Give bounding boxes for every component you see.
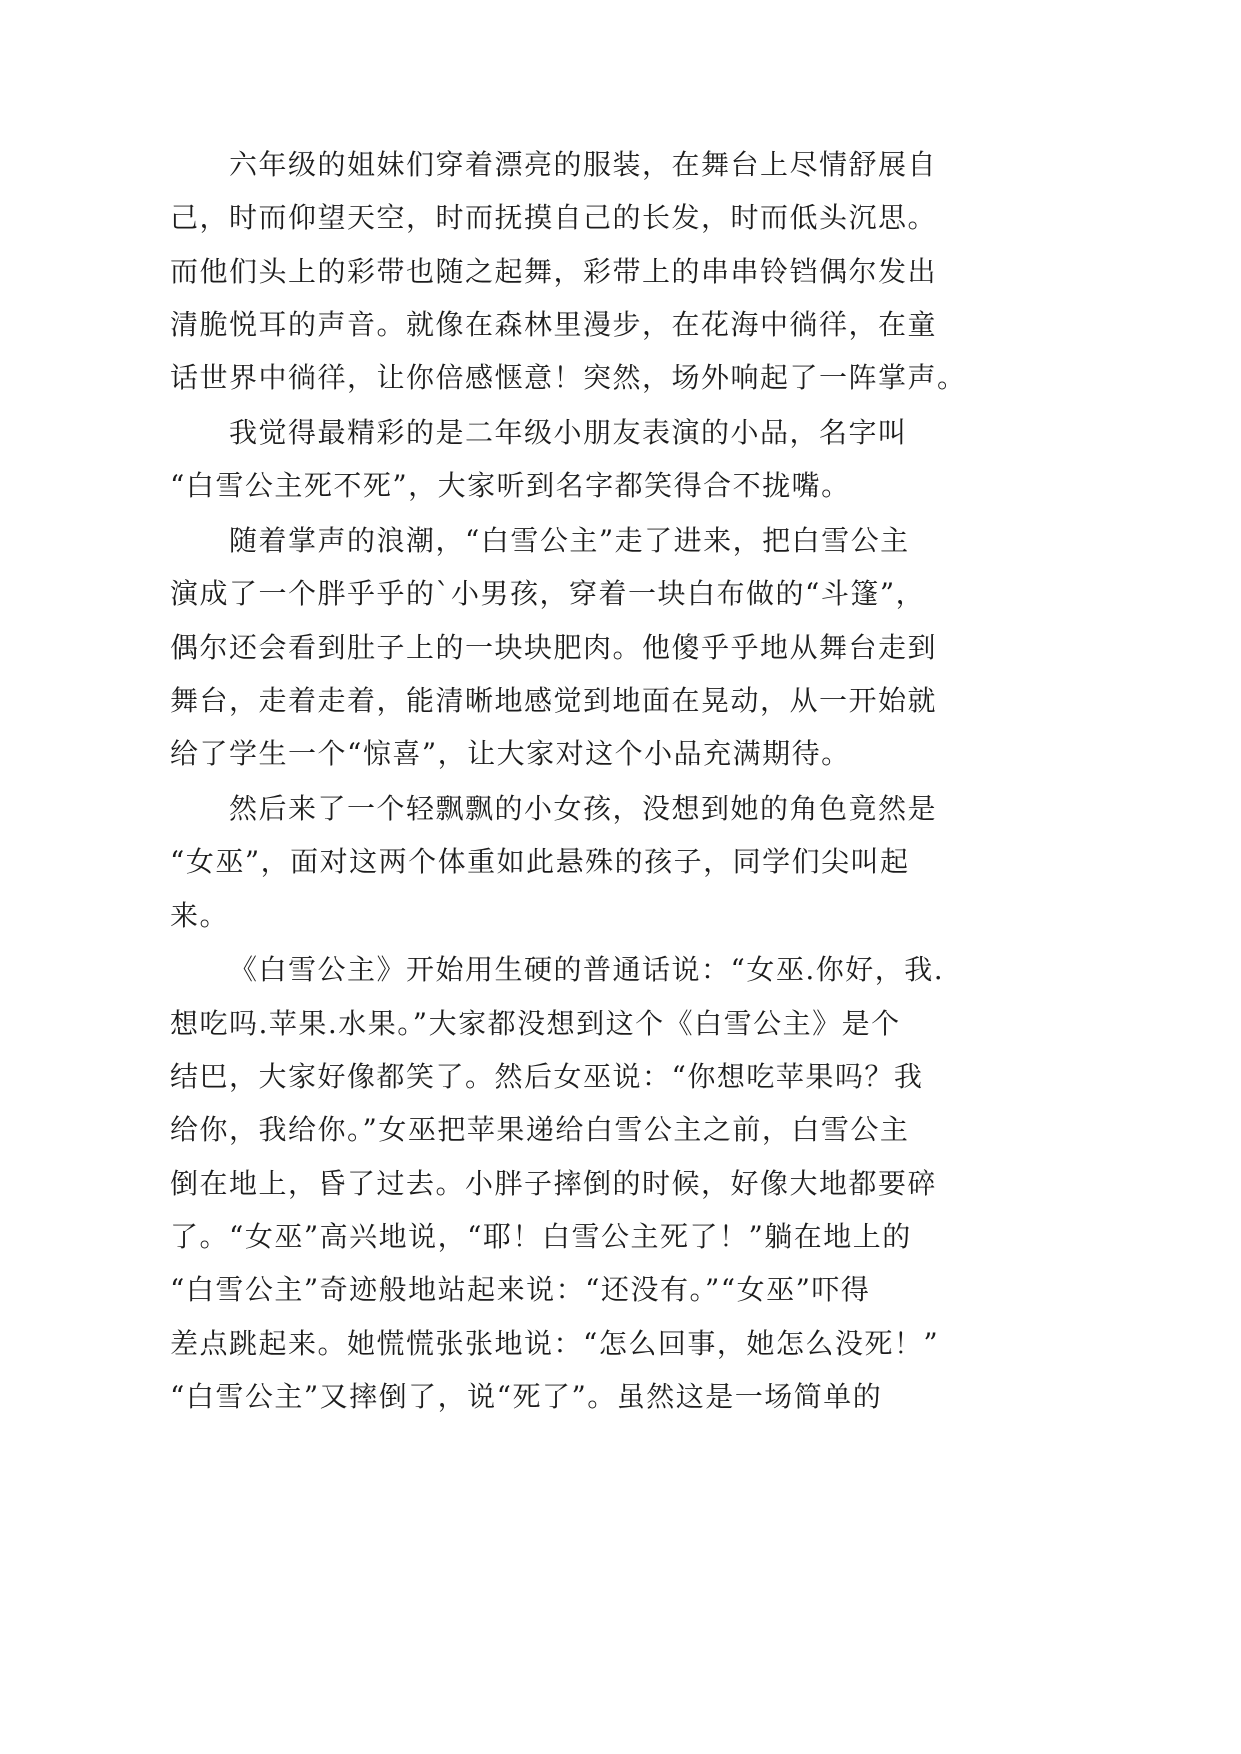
text-line: 演成了一个胖乎乎的`小男孩，穿着一块白布做的“斗篷”，: [170, 577, 926, 611]
paragraph-5: [170, 943, 1070, 1423]
body-text: [170, 138, 1070, 1423]
paragraph-1: [170, 138, 1070, 404]
text-line: 差点跳起来。她慌慌张张地说：“怎么回事，她怎么没死！”: [170, 1326, 940, 1360]
text-line: 而他们头上的彩带也随之起舞，彩带上的串串铃铛偶尔发出: [170, 254, 938, 288]
paragraph-3: [170, 514, 1070, 780]
text-line: 清脆悦耳的声音。就像在森林里漫步，在花海中徜徉，在童: [170, 307, 938, 341]
text-line: 来。: [170, 898, 230, 932]
text-line: 给你，我给你。”女巫把苹果递给白雪公主之前，白雪公主: [170, 1113, 910, 1147]
text-line: 结巴，大家好像都笑了。然后女巫说：“你想吃苹果吗？我: [170, 1060, 924, 1094]
text-line: “女巫”，面对这两个体重如此悬殊的孩子，同学们尖叫起: [170, 845, 910, 879]
text-line: 然后来了一个轻飘飘的小女孩，没想到她的角色竟然是: [229, 792, 938, 826]
text-line: “白雪公主”又摔倒了，说“死了”。虽然这是一场简单的: [170, 1379, 883, 1413]
text-line: 了。“女巫”高兴地说，“耶！白雪公主死了！”躺在地上的: [170, 1219, 912, 1253]
text-line: 随着掌声的浪潮，“白雪公主”走了进来，把白雪公主: [229, 524, 910, 558]
text-line: 舞台，走着走着，能清晰地感觉到地面在晃动，从一开始就: [170, 683, 938, 717]
text-line: 想吃吗.苹果.水果。”大家都没想到这个《白雪公主》是个: [170, 1006, 901, 1040]
text-line: “白雪公主”奇迹般地站起来说：“还没有。”“女巫”吓得: [170, 1273, 871, 1307]
text-line: 六年级的姐妹们穿着漂亮的服装，在舞台上尽情舒展自: [229, 148, 938, 181]
text-line: 倒在地上，昏了过去。小胖子摔倒的时候，好像大地都要碎: [170, 1166, 938, 1200]
text-line: 我觉得最精彩的是二年级小朋友表演的小品，名字叫: [229, 415, 908, 449]
text-line: 偶尔还会看到肚子上的一块块肥肉。他傻乎乎地从舞台走到: [170, 630, 938, 664]
text-line: 己，时而仰望天空，时而抚摸自己的长发，时而低头沉思。: [170, 201, 938, 235]
text-line: “白雪公主死不死”，大家听到名字都笑得合不拢嘴。: [170, 469, 851, 503]
paragraph-4: [170, 782, 1070, 942]
text-line: 《白雪公主》开始用生硬的普通话说：“女巫.你好，我.: [229, 953, 945, 987]
paragraph-2: [170, 406, 1070, 513]
text-line: 给了学生一个“惊喜”，让大家对这个小品充满期待。: [170, 737, 851, 771]
text-line: 话世界中徜徉，让你倍感惬意！突然，场外响起了一阵掌声。: [170, 361, 967, 395]
